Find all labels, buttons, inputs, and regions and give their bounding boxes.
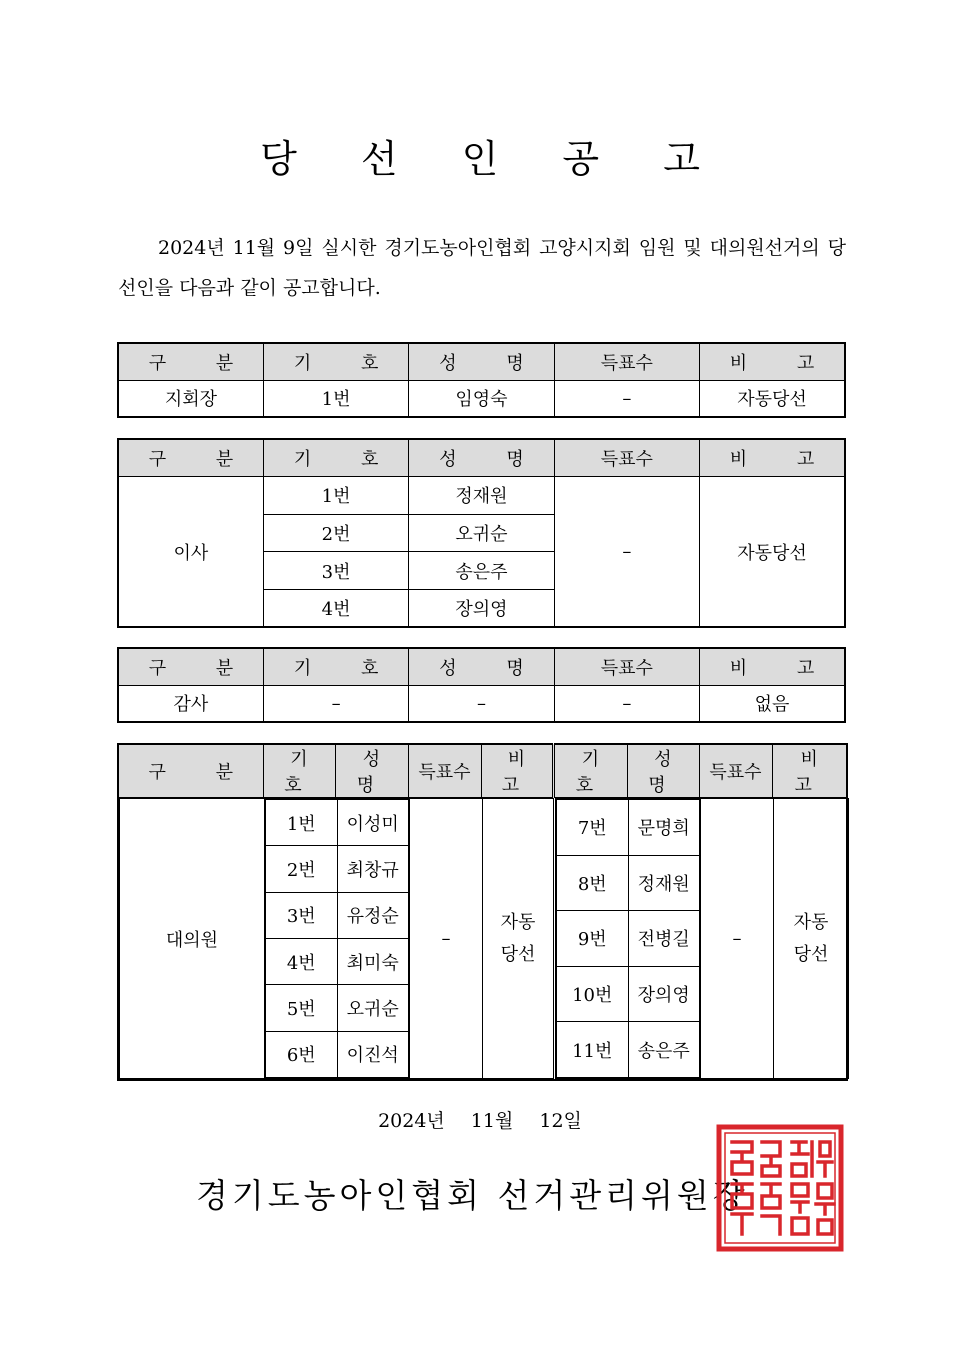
name-cell: –	[409, 685, 554, 722]
header-votes: 득표수	[554, 439, 699, 477]
list-item	[557, 911, 700, 967]
name-cell: 오귀순	[337, 985, 409, 1031]
list-item	[266, 892, 409, 938]
number-cell: 6번	[266, 1031, 338, 1077]
header-number: 기 호	[263, 648, 408, 685]
director-table	[117, 438, 846, 628]
number-cell: 9번	[557, 911, 629, 967]
name-cell: 임영숙	[409, 380, 554, 417]
name-cell: 전병길	[628, 911, 700, 967]
header-row	[118, 439, 845, 477]
header-note: 비 고	[700, 439, 845, 477]
note-line: 자동	[500, 911, 536, 933]
seal-glyph	[792, 1142, 812, 1176]
name-cell: 최미숙	[337, 938, 409, 984]
number-cell: 1번	[263, 380, 408, 417]
list-item	[266, 800, 409, 846]
right-list-grid	[556, 799, 700, 1078]
seal-glyph	[816, 1184, 834, 1234]
header-category: 구 분	[118, 343, 263, 380]
page-title: 당 선 인 공 고	[260, 137, 726, 181]
votes-cell-right: –	[701, 799, 774, 1079]
name-cell: 오귀순	[409, 514, 554, 552]
header-note: 비 고	[700, 648, 845, 685]
header-number-left: 기 호	[263, 744, 335, 798]
header-row	[118, 343, 845, 380]
announcement-date: 2024년 11월 12일	[378, 1110, 582, 1132]
number-cell: 1번	[263, 477, 408, 515]
delegate-body-grid	[119, 798, 849, 1079]
votes-cell: –	[554, 380, 699, 417]
seal-glyph	[818, 1142, 832, 1176]
number-cell: 8번	[557, 855, 629, 911]
list-item	[266, 1031, 409, 1077]
left-list	[265, 799, 410, 1079]
list-item	[266, 938, 409, 984]
note-line: 당선	[500, 943, 536, 965]
category-cell: 대의원	[120, 799, 265, 1079]
official-seal	[716, 1124, 844, 1252]
votes-cell-left: –	[410, 799, 483, 1079]
header-number: 기 호	[263, 343, 408, 380]
header-note-left: 비 고	[481, 744, 553, 798]
list-item	[266, 985, 409, 1031]
header-category: 구 분	[118, 439, 263, 477]
list-item	[557, 1022, 700, 1078]
header-category: 구 분	[118, 648, 263, 685]
header-votes-right: 득표수	[699, 744, 772, 798]
name-cell: 최창규	[337, 846, 409, 892]
category-cell: 지회장	[118, 380, 263, 417]
header-note-right: 비 고	[772, 744, 847, 798]
seal-glyph	[762, 1142, 780, 1176]
note-cell: 자동당선	[700, 477, 845, 627]
left-list-grid	[265, 799, 409, 1078]
name-cell: 정재원	[409, 477, 554, 515]
name-cell: 송은주	[628, 1022, 700, 1078]
list-item	[266, 846, 409, 892]
number-cell: 4번	[263, 589, 408, 627]
header-name-right: 성 명	[627, 744, 699, 798]
number-cell: 2번	[263, 514, 408, 552]
name-cell: 이성미	[337, 800, 409, 846]
header-name-left: 성 명	[335, 744, 408, 798]
header-votes-left: 득표수	[408, 744, 481, 798]
seal-glyph	[762, 1184, 780, 1234]
note-cell-left	[483, 799, 555, 1079]
header-number-right: 기 호	[553, 744, 627, 798]
name-cell: 장의영	[628, 966, 700, 1022]
number-cell: 3번	[266, 892, 338, 938]
organization-name: 경기도농아인협회 선거관리위원장	[196, 1176, 749, 1215]
president-table	[117, 342, 846, 418]
note-line: 당선	[793, 943, 829, 965]
header-name: 성 명	[409, 343, 554, 380]
auditor-table	[117, 647, 846, 723]
seal-glyph	[732, 1142, 752, 1174]
intro-paragraph	[118, 228, 846, 308]
name-cell: 정재원	[628, 855, 700, 911]
delegate-body	[118, 798, 847, 1081]
header-category: 구 분	[118, 744, 263, 798]
number-cell: 1번	[266, 800, 338, 846]
number-cell: 3번	[263, 552, 408, 590]
name-cell: 문명희	[628, 800, 700, 856]
header-votes: 득표수	[554, 648, 699, 685]
header-name: 성 명	[409, 439, 554, 477]
category-cell: 감사	[118, 685, 263, 722]
list-item	[557, 966, 700, 1022]
header-row	[118, 744, 847, 798]
number-cell: 2번	[266, 846, 338, 892]
header-votes: 득표수	[554, 343, 699, 380]
note-line: 자동	[793, 911, 829, 933]
seal-glyphs	[732, 1142, 834, 1234]
name-cell: 장의영	[409, 589, 554, 627]
name-cell: 송은주	[409, 552, 554, 590]
note-cell: 자동당선	[700, 380, 845, 417]
number-cell: 7번	[557, 800, 629, 856]
number-cell: 5번	[266, 985, 338, 1031]
votes-cell: –	[554, 477, 699, 627]
intro-text: 2024년 11월 9일 실시한 경기도농아인협회 고양시지회 임원 및 대의원선거의 당선인을 다음과 같이 공고합니다.	[118, 237, 846, 299]
header-note: 비 고	[700, 343, 845, 380]
list-item	[557, 855, 700, 911]
number-cell: 4번	[266, 938, 338, 984]
delegate-table	[117, 743, 848, 1081]
number-cell: 11번	[557, 1022, 629, 1078]
table-row	[118, 477, 845, 515]
name-cell: 유정순	[337, 892, 409, 938]
number-cell: 10번	[557, 966, 629, 1022]
votes-cell: –	[554, 685, 699, 722]
note-cell: 없음	[700, 685, 845, 722]
note-cell-right	[774, 799, 849, 1079]
table-row	[118, 798, 847, 1081]
number-cell: –	[263, 685, 408, 722]
seal-glyph	[792, 1184, 808, 1234]
list-item	[557, 800, 700, 856]
right-list	[555, 799, 701, 1079]
header-name: 성 명	[409, 648, 554, 685]
header-row	[118, 648, 845, 685]
table-row	[118, 380, 845, 417]
category-cell: 이사	[118, 477, 263, 627]
table-row	[118, 685, 845, 722]
name-cell: 이진석	[337, 1031, 409, 1077]
seal-glyph	[732, 1184, 752, 1234]
header-number: 기 호	[263, 439, 408, 477]
